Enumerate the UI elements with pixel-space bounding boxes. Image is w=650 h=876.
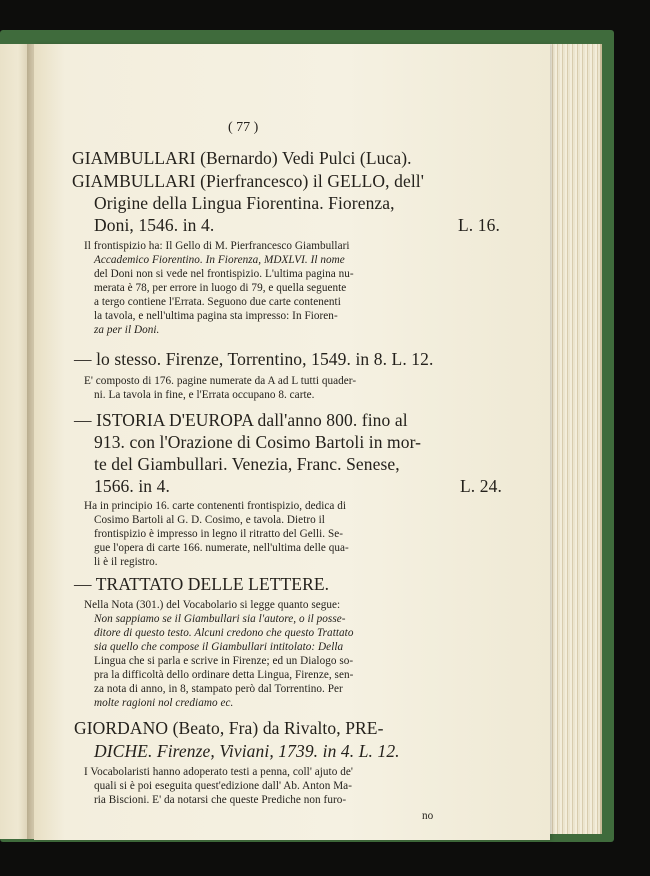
catchword: no (422, 810, 434, 822)
note-line: I Vocabolaristi hanno adoperato testi a penna, coll' ajuto de' (84, 766, 353, 778)
note-line: Accademico Fiorentino. In Fiorenza, MDXLVI. Il nome (94, 254, 345, 266)
left-page-edge (0, 44, 30, 839)
note-line: merata è 78, per errore in luogo di 79, e quella seguente (94, 282, 347, 294)
entry-heading: — lo stesso. Firenze, Torrentino, 1549. in 8. L. 12. (74, 349, 434, 369)
note-line: a tergo contiene l'Errata. Seguono due carte contenenti (94, 296, 341, 308)
note-line: pra la difficoltà dello ordinare detta Lingua, Firenze, sen- (94, 669, 354, 681)
entry-heading: — ISTORIA D'EUROPA dall'anno 800. fino al (74, 410, 408, 430)
note-line: ni. La tavola in fine, e l'Errata occupano 8. carte. (94, 389, 315, 401)
note-line: li è il registro. (94, 556, 158, 568)
note-line: del Doni non si vede nel frontispizio. L'ultima pagina nu- (94, 268, 354, 280)
note-line: ria Biscioni. E' da notarsi che queste Prediche non furo- (94, 794, 347, 806)
note-line: frontispizio è impresso in legno il ritratto del Gelli. Se- (94, 528, 344, 540)
note-line: la tavola, e nell'ultima pagina sta impresso: In Fioren- (94, 310, 338, 322)
entry-heading: — TRATTATO DELLE LETTERE. (74, 574, 330, 594)
entry-heading: GIORDANO (Beato, Fra) da Rivalto, PRE- (74, 718, 384, 738)
entry-heading-line: 913. con l'Orazione di Cosimo Bartoli in mor- (94, 432, 422, 452)
note-line: Lingua che si parla e scrive in Firenze; ed un Dialogo so- (94, 655, 354, 667)
note-line: Il frontispizio ha: Il Gello di M. Pierfrancesco Giambullari (84, 240, 350, 252)
page-content (34, 44, 550, 840)
note-line: quali si è poi eseguita quest'edizione dall' Ab. Anton Ma- (94, 780, 352, 792)
entry-price: L. 16. (458, 215, 500, 235)
note-line: E' composto di 176. pagine numerate da A ad L tutti quader- (84, 375, 357, 387)
right-page (34, 44, 550, 840)
entry-heading-line: DICHE. Firenze, Viviani, 1739. in 4. L. 12. (94, 741, 400, 761)
note-line: molte ragioni nol crediamo ec. (94, 697, 234, 709)
entry-heading-line: Doni, 1546. in 4. (94, 215, 215, 235)
note-line: Nella Nota (301.) del Vocabolario si legge quanto segue: (84, 599, 341, 611)
note-line: za nota di anno, in 8, stampato però dal Torrentino. Per (94, 683, 343, 695)
page-number: ( 77 ) (228, 120, 259, 135)
note-line: Cosimo Bartoli al G. D. Cosimo, e tavola. Dietro il (94, 514, 325, 526)
entry-heading-line: te del Giambullari. Venezia, Franc. Senese, (94, 454, 400, 474)
note-line: Ha in principio 16. carte contenenti frontispizio, dedica di (84, 500, 347, 512)
entry-heading-line: 1566. in 4. (94, 476, 170, 496)
entry-heading: GIAMBULLARI (Pierfrancesco) il GELLO, dell' (72, 171, 425, 191)
entry-heading-line: Origine della Lingua Fiorentina. Fiorenza, (94, 193, 395, 213)
note-line: ditore di questo testo. Alcuni credono che questo Trattato (94, 627, 354, 639)
note-line: Non sappiamo se il Giambullari sia l'autore, o il posse- (94, 613, 346, 625)
note-line: za per il Doni. (94, 324, 160, 336)
entry-price: L. 24. (460, 476, 502, 496)
note-line: sia quello che compose il Giambullari intitolato: Della (94, 641, 344, 653)
entry-heading: GIAMBULLARI (Bernardo) Vedi Pulci (Luca). (72, 148, 412, 168)
note-line: gue l'opera di carte 166. numerate, nell'ultima delle qua- (94, 542, 349, 554)
